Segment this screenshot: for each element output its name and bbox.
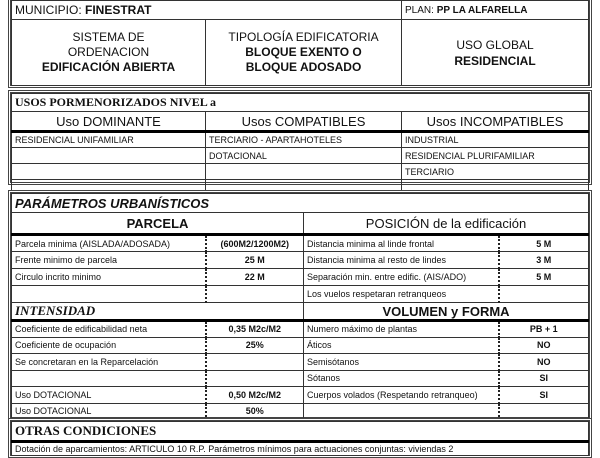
table-cell: 50%: [206, 403, 304, 420]
table-cell: TERCIARIO - APARTAHOTELES: [206, 132, 402, 148]
table-cell: Cuerpos volados (Respetando retranqueo): [304, 387, 499, 404]
table-cell: 3 M: [499, 252, 589, 269]
table-cell: Separación min. entre edific. (AIS/ADO): [304, 269, 499, 286]
table-cell: RESIDENCIAL PLURIFAMILIAR: [402, 148, 589, 164]
table-cell: [12, 370, 206, 387]
table-cell: Los vuelos respetaran retranqueos: [304, 286, 499, 303]
table-row: [12, 269, 589, 286]
otras-title: OTRAS CONDICIONES: [12, 422, 589, 442]
parametros-title: PARÁMETROS URBANÍSTICOS: [12, 194, 589, 213]
table-cell: 25%: [206, 337, 304, 354]
table-cell: SI: [499, 370, 589, 387]
table-cell: TERCIARIO: [402, 164, 589, 180]
otras-text: Dotación de aparcamientos: ARTICULO 10 R.P. Parámetros mínimos para actuaciones conjuntas: viviendas 2: [12, 442, 589, 456]
uso-global: USO GLOBAL RESIDENCIAL: [402, 20, 589, 86]
otras-section: [8, 418, 592, 458]
table-cell: SI: [499, 387, 589, 404]
header-section: [8, 0, 592, 88]
table-cell: INDUSTRIAL: [402, 132, 589, 148]
parametros-section: [8, 190, 592, 420]
table-cell: 5 M: [499, 269, 589, 286]
table-cell: 22 M: [206, 269, 304, 286]
plan: PLAN: PP LA ALFARELLA: [402, 1, 589, 20]
table-row: [12, 164, 589, 180]
table-cell: [12, 148, 206, 164]
table-cell: NO: [499, 337, 589, 354]
table-cell: RESIDENCIAL UNIFAMILIAR: [12, 132, 206, 148]
table-cell: Circulo incrito minimo: [12, 269, 206, 286]
col-header: Uso DOMINANTE: [12, 112, 206, 132]
table-row: [12, 252, 589, 269]
volumen-header: VOLUMEN y FORMA: [304, 303, 589, 321]
usos-title: USOS PORMENORIZADOS NIVEL a: [12, 94, 589, 112]
table-cell: [206, 164, 402, 180]
table-cell: (600M2/1200M2): [206, 235, 304, 252]
table-row: [12, 132, 589, 148]
table-cell: Frente minimo de parcela: [12, 252, 206, 269]
table-cell: [12, 286, 206, 303]
posicion-header: POSICIÓN de la edificación: [304, 213, 589, 235]
table-cell: Parcela minima (AISLADA/ADOSADA): [12, 235, 206, 252]
intensidad-header: INTENSIDAD: [12, 303, 304, 321]
table-cell: Coeficiente de ocupación: [12, 337, 206, 354]
table-cell: [206, 370, 304, 387]
table-cell: PB + 1: [499, 321, 589, 338]
table-cell: Áticos: [304, 337, 499, 354]
col-header: Usos COMPATIBLES: [206, 112, 402, 132]
table-cell: Sótanos: [304, 370, 499, 387]
table-cell: Numero máximo de plantas: [304, 321, 499, 338]
table-cell: [12, 164, 206, 180]
table-cell: [206, 354, 304, 371]
usos-section: [8, 90, 592, 185]
table-row: [12, 370, 589, 387]
parcela-header: PARCELA: [12, 213, 304, 235]
table-cell: Distancia minima al resto de lindes: [304, 252, 499, 269]
table-cell: [206, 286, 304, 303]
table-row: [12, 387, 589, 404]
municipio: MUNICIPIO: FINESTRAT: [12, 1, 402, 20]
table-cell: [499, 286, 589, 303]
table-cell: Distancia minima al linde frontal: [304, 235, 499, 252]
table-cell: Coeficiente de edificabilidad neta: [12, 321, 206, 338]
tipologia-edificatoria: TIPOLOGÍA EDIFICATORIA BLOQUE EXENTO O BLOQUE ADOSADO: [206, 20, 402, 86]
table-cell: Uso DOTACIONAL: [12, 403, 206, 420]
table-cell: Uso DOTACIONAL: [12, 387, 206, 404]
table-row: [12, 337, 589, 354]
table-row: [12, 321, 589, 338]
table-cell: 0,35 M2c/M2: [206, 321, 304, 338]
table-cell: NO: [499, 354, 589, 371]
table-cell: Semisótanos: [304, 354, 499, 371]
table-cell: 5 M: [499, 235, 589, 252]
table-cell: DOTACIONAL: [206, 148, 402, 164]
sistema-ordenacion: SISTEMA DE ORDENACION EDIFICACIÓN ABIERTA: [12, 20, 206, 86]
col-header: Usos INCOMPATIBLES: [402, 112, 589, 132]
table-row: [12, 148, 589, 164]
table-row: [12, 354, 589, 371]
table-cell: 0,50 M2c/M2: [206, 387, 304, 404]
table-cell: 25 M: [206, 252, 304, 269]
table-cell: Se concretaran en la Reparcelación: [12, 354, 206, 371]
table-row: [12, 235, 589, 252]
table-row: [12, 286, 589, 303]
